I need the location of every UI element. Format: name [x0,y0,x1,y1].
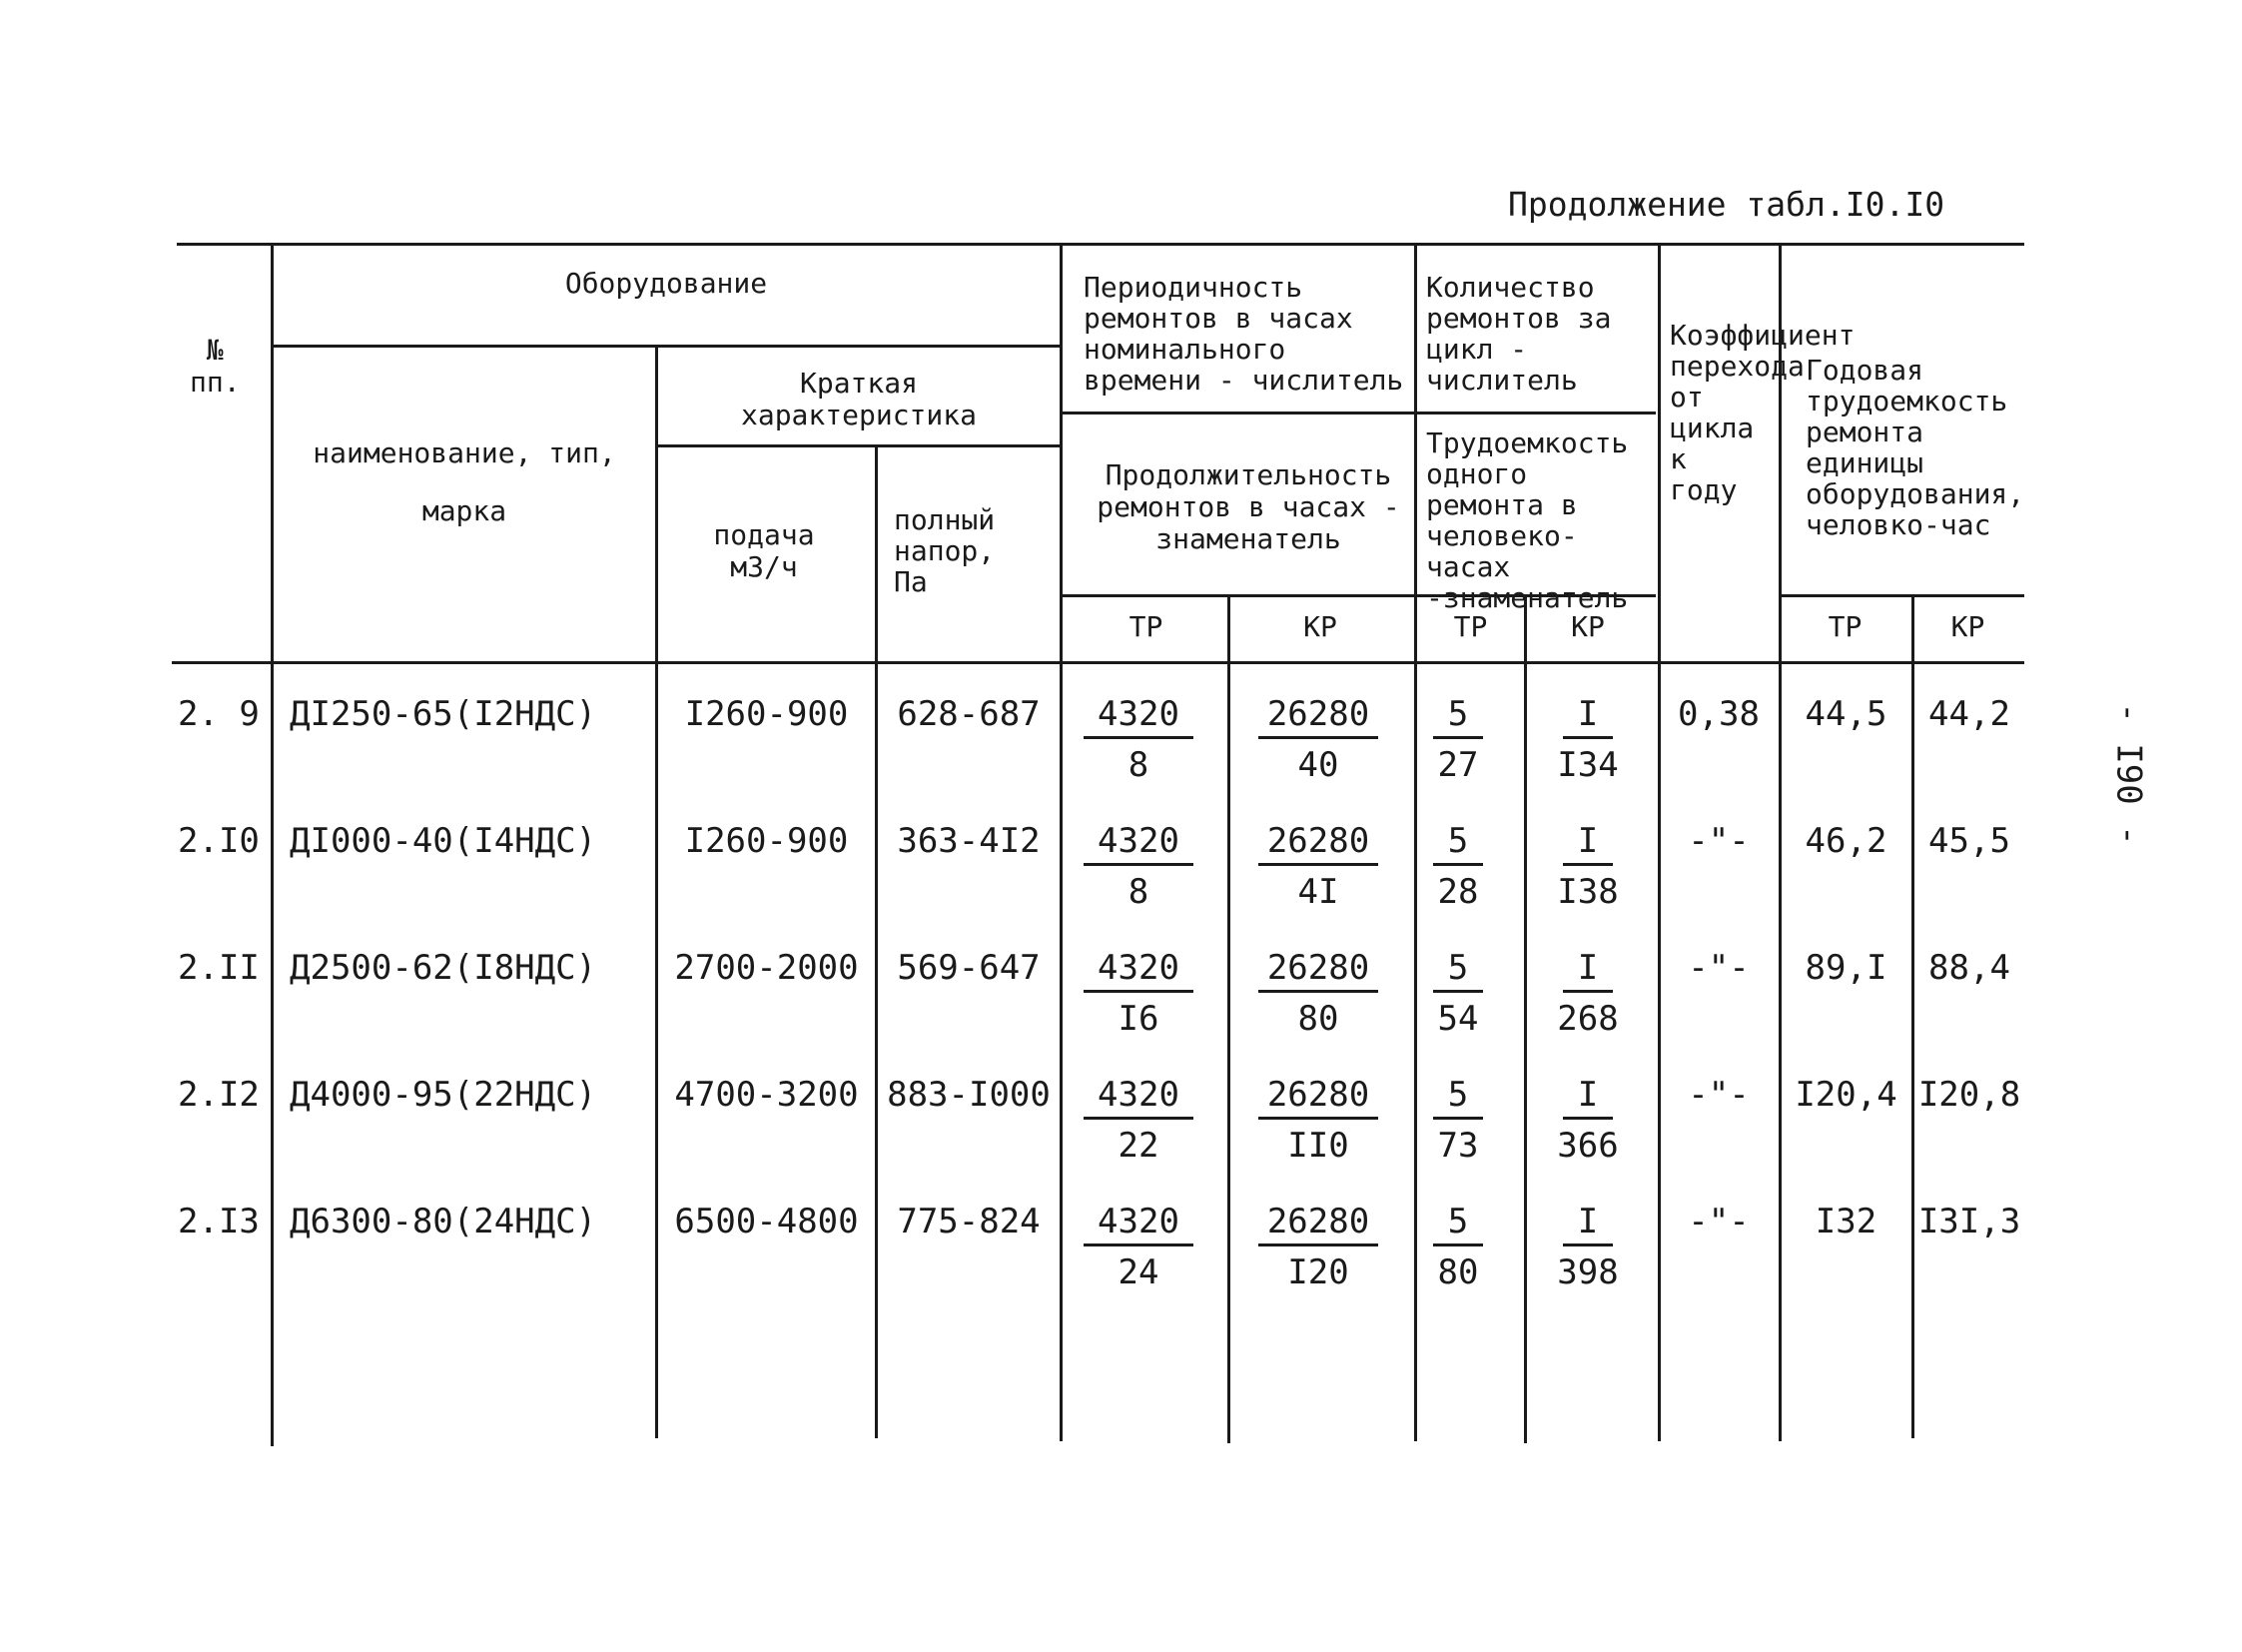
count-kr-denominator: 398 [1557,1252,1619,1292]
period-tr [1074,694,1203,785]
period-tr-denominator: 22 [1118,1126,1159,1166]
header-labor-one: Трудоемкость одного ремонта в человеко-часах -знаменатель [1426,426,1629,614]
header-period-tr: ТР [1128,610,1163,643]
page-number: - I90 - [2108,702,2149,846]
period-kr-denominator: 4I [1297,872,1339,912]
count-tr-denominator: 28 [1437,872,1479,912]
annual-kr: I3I,3 [1917,1202,2021,1241]
count-kr [1553,694,1623,785]
period-kr-denominator: I20 [1287,1252,1349,1292]
count-tr [1423,694,1493,785]
count-tr-denominator: 54 [1437,999,1479,1039]
count-tr-bar [1433,863,1483,866]
period-tr-numerator: 4320 [1098,694,1179,734]
count-tr [1423,1202,1493,1292]
flow-value: I260-900 [684,821,849,861]
rule-period [1062,412,1656,414]
flow-value: 2700-2000 [674,948,859,988]
header-count: Количество ремонтов за цикл - числитель [1426,271,1612,397]
count-kr-denominator: 268 [1557,999,1619,1039]
rule-equip [273,345,1062,348]
header-annual: Годовая трудоемкость ремонта единицы оборудования, человко-час [1806,354,2025,541]
period-kr-numerator: 26280 [1266,694,1370,734]
count-tr-denominator: 80 [1437,1252,1479,1292]
period-kr-denominator: 40 [1297,745,1339,785]
coef-value: -"- [1688,1075,1750,1115]
period-tr-bar [1084,1117,1193,1120]
header-no: № пп. [190,334,241,399]
count-kr [1553,821,1623,912]
period-kr-denominator: 80 [1297,999,1339,1039]
row-number: 2.I2 [178,1075,260,1115]
count-kr-denominator: 366 [1557,1126,1619,1166]
count-tr-numerator: 5 [1447,1202,1469,1241]
period-tr-denominator: 24 [1118,1252,1159,1292]
period-kr [1248,948,1388,1039]
period-tr [1074,821,1203,912]
count-tr-numerator: 5 [1447,694,1469,734]
flow-value: 4700-3200 [674,1075,859,1115]
count-kr-bar [1563,990,1613,993]
header-period: Периодичность ремонтов в часах номинального времени - числитель [1084,271,1404,397]
period-kr-numerator: 26280 [1266,948,1370,988]
period-kr [1248,694,1388,785]
header-count-kr: КР [1571,610,1605,643]
count-tr-bar [1433,1243,1483,1246]
head-value: 775-824 [897,1202,1041,1241]
period-tr-denominator: I6 [1118,999,1159,1039]
period-tr [1074,1202,1203,1292]
head-value: 628-687 [897,694,1041,734]
count-tr-bar [1433,736,1483,739]
rule-sub2 [1781,594,2024,597]
count-tr-denominator: 73 [1437,1126,1479,1166]
period-tr [1074,948,1203,1039]
header-annual-tr: ТР [1828,610,1863,643]
equipment-name: ДI250-65(I2НДС) [290,694,597,734]
period-kr-bar [1258,1117,1378,1120]
period-tr-denominator: 8 [1127,872,1149,912]
rule-head-bottom [172,661,2024,664]
equipment-name: ДI000-40(I4НДС) [290,821,597,861]
count-kr-denominator: I38 [1557,872,1619,912]
row-number: 2.I0 [178,821,260,861]
header-coef: Коэффициент перехода от цикла к году [1670,319,1856,506]
header-period-kr: КР [1303,610,1337,643]
annual-kr: 45,5 [1928,821,2010,861]
annual-tr: 89,I [1805,948,1887,988]
count-kr [1553,948,1623,1039]
period-tr-numerator: 4320 [1098,948,1179,988]
row-number: 2. 9 [178,694,260,734]
head-value: 363-4I2 [897,821,1041,861]
header-short-char: Краткая характеристика [740,367,977,431]
period-kr-bar [1258,863,1378,866]
period-kr [1248,1202,1388,1292]
count-kr-bar [1563,1243,1613,1246]
count-kr-bar [1563,736,1613,739]
annual-kr: 88,4 [1928,948,2010,988]
count-kr-numerator: I [1577,694,1599,734]
count-tr-bar [1433,990,1483,993]
count-tr-bar [1433,1117,1483,1120]
annual-tr: 46,2 [1805,821,1887,861]
period-kr-bar [1258,1243,1378,1246]
flow-value: I260-900 [684,694,849,734]
row-number: 2.I3 [178,1202,260,1241]
coef-value: -"- [1688,821,1750,861]
period-tr-numerator: 4320 [1098,1202,1179,1241]
col-sep-2 [655,345,658,1438]
count-tr-numerator: 5 [1447,948,1469,988]
col-sep-7 [1524,594,1527,1443]
annual-tr: I20,4 [1795,1075,1897,1115]
coef-value: 0,38 [1678,694,1760,734]
col-sep-3 [875,444,878,1438]
annual-tr: I32 [1815,1202,1877,1241]
count-tr [1423,821,1493,912]
header-head: полный напор, Па [894,503,996,598]
equipment-name: Д6300-80(24НДС) [290,1202,597,1241]
count-kr-numerator: I [1577,1075,1599,1115]
col-sep-6 [1414,243,1417,1441]
count-tr-numerator: 5 [1447,1075,1469,1115]
count-kr-numerator: I [1577,821,1599,861]
count-tr [1423,1075,1493,1166]
annual-tr: 44,5 [1805,694,1887,734]
count-kr-numerator: I [1577,948,1599,988]
period-kr [1248,1075,1388,1166]
table-caption: Продолжение табл.I0.I0 [1508,185,1945,224]
header-duration: Продолжительность ремонтов в часах - знаменатель [1097,458,1400,555]
count-tr-denominator: 27 [1437,745,1479,785]
count-kr [1553,1075,1623,1166]
equipment-name: Д4000-95(22НДС) [290,1075,597,1115]
period-kr-bar [1258,736,1378,739]
header-name: наименование, тип, марка [313,436,616,527]
count-tr [1423,948,1493,1039]
equipment-name: Д2500-62(I8НДС) [290,948,597,988]
period-tr-numerator: 4320 [1098,821,1179,861]
annual-kr: I20,8 [1917,1075,2021,1115]
count-kr-bar [1563,863,1613,866]
period-tr-denominator: 8 [1127,745,1149,785]
period-tr-bar [1084,990,1193,993]
col-sep-1 [271,243,274,1446]
col-sep-10 [1911,594,1914,1438]
period-kr [1248,821,1388,912]
period-tr [1074,1075,1203,1166]
count-kr-bar [1563,1117,1613,1120]
col-sep-8 [1658,243,1661,1441]
period-kr-numerator: 26280 [1266,1075,1370,1115]
period-tr-bar [1084,863,1193,866]
col-sep-4 [1060,243,1063,1441]
period-kr-denominator: II0 [1287,1126,1349,1166]
period-tr-bar [1084,736,1193,739]
period-kr-numerator: 26280 [1266,821,1370,861]
period-tr-bar [1084,1243,1193,1246]
annual-kr: 44,2 [1928,694,2010,734]
head-value: 569-647 [897,948,1041,988]
rule-char [657,444,1062,447]
row-number: 2.II [178,948,260,988]
coef-value: -"- [1688,948,1750,988]
header-count-tr: ТР [1453,610,1488,643]
count-kr-denominator: I34 [1557,745,1619,785]
count-tr-numerator: 5 [1447,821,1469,861]
header-flow: подача м3/ч [713,518,815,583]
coef-value: -"- [1688,1202,1750,1241]
header-annual-kr: КР [1950,610,1985,643]
col-sep-9 [1779,243,1782,1441]
period-kr-numerator: 26280 [1266,1202,1370,1241]
count-kr [1553,1202,1623,1292]
rule-top [177,243,2024,246]
count-kr-numerator: I [1577,1202,1599,1241]
period-tr-numerator: 4320 [1098,1075,1179,1115]
header-equipment: Оборудование [564,267,768,300]
head-value: 883-I000 [887,1075,1051,1115]
col-sep-5 [1227,594,1230,1443]
period-kr-bar [1258,990,1378,993]
flow-value: 6500-4800 [674,1202,859,1241]
